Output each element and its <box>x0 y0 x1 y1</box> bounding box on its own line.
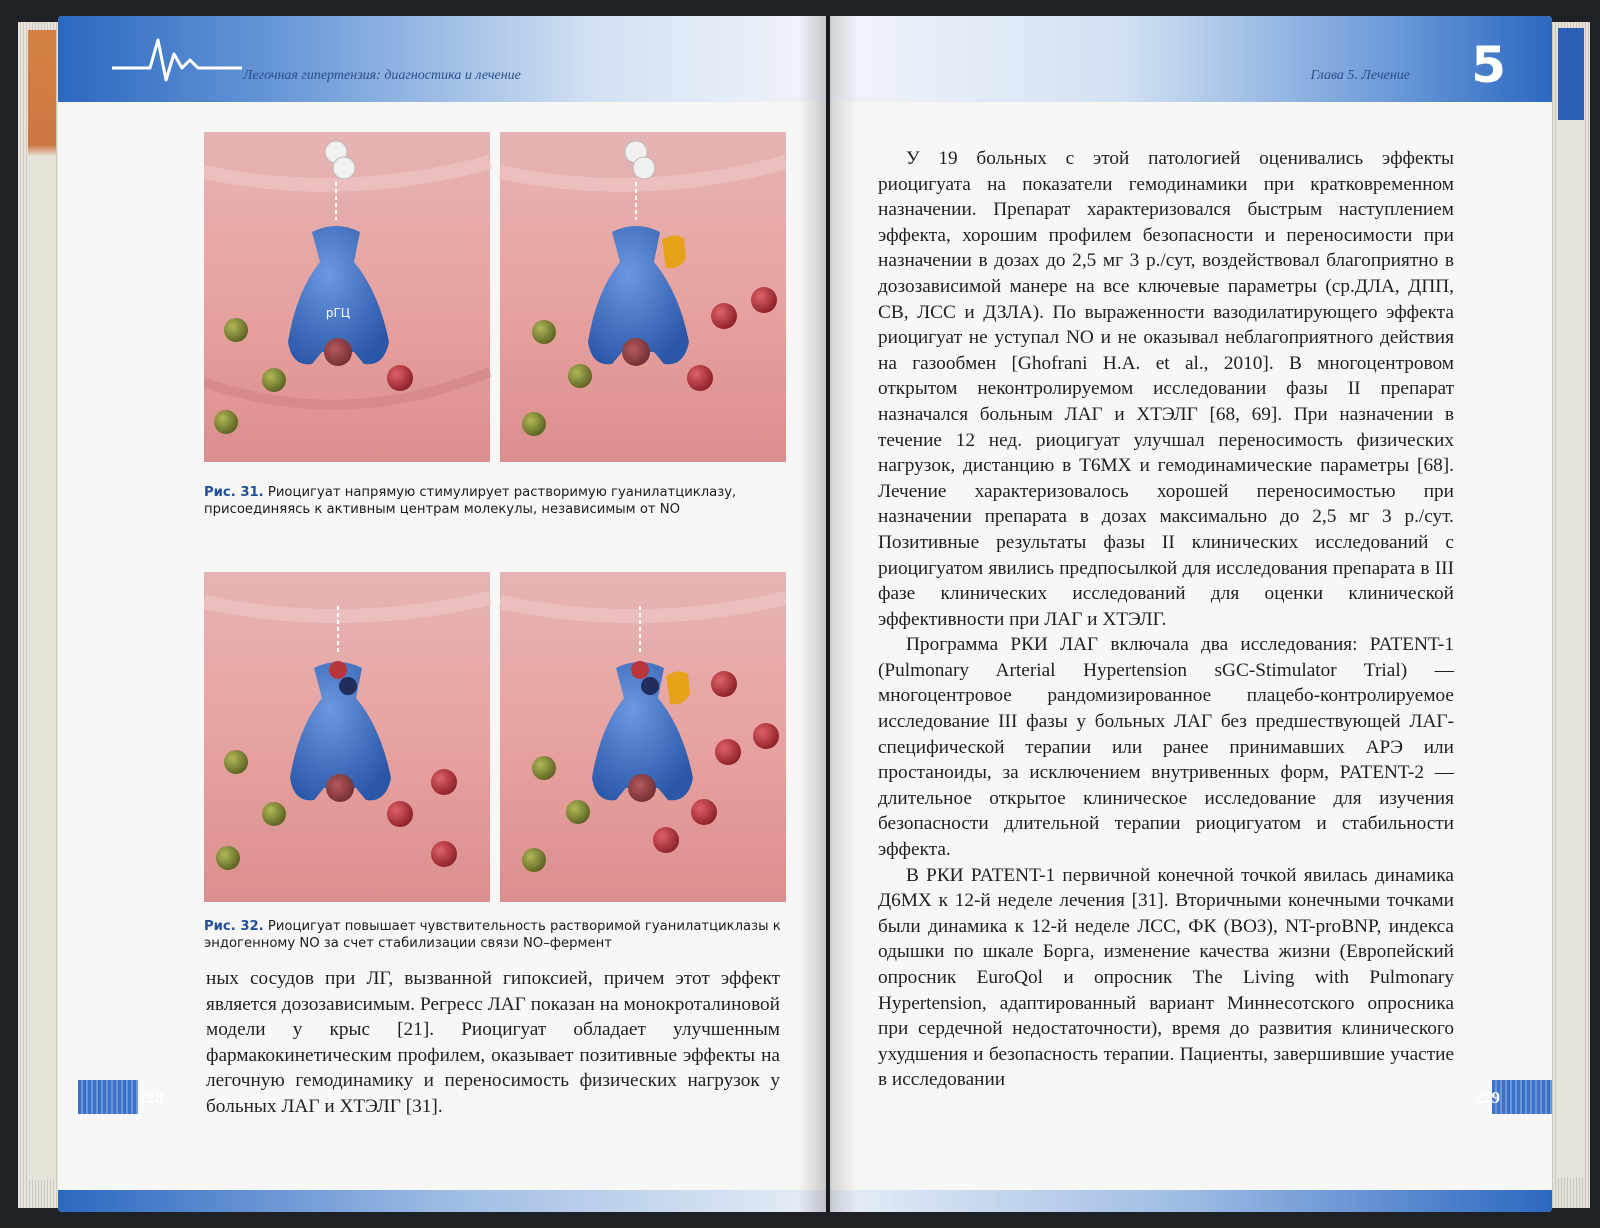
left-page <box>58 16 826 1212</box>
paragraph: ных сосудов при ЛГ, вызванной гипоксией, причем этот эффект является дозозависимым. Регресс ЛАГ показан на монокроталиновой модели у крыс [21]. Риоцигуат обладает улучшенным фармакокинетическим профилем, оказывает позитивные эффекты на легочную гемодинамику и переносимость физических нагрузок у больных ЛАГ и ХТЭЛГ [31]. <box>206 968 780 1117</box>
panel-a <box>204 132 490 462</box>
left-body-text <box>206 966 780 1120</box>
open-book <box>18 8 1590 1220</box>
caption-text: Риоцигуат повышает чувствительность растворимой гуанилатциклазы к эндогенному NO за счет стабилизации связи NO–фермент <box>204 919 781 951</box>
page-stack-left-tabs <box>28 30 56 1180</box>
paragraph: Программа РКИ ЛАГ включала два исследования: PATENT-1 (Pulmonary Arterial Hypertension sGC-Stimulator Trial) — многоцентровое рандомизированное плацебо-контролируемое исследование III фазы у больных ЛАГ без предшествующей ЛАГ-специфической терапии или ранее принимавших АРЭ или простаноиды, за исключением внутривенных форм, PATENT-2 — длительное открытое клиническое исследование для изучения безопасности длительной терапии риоцигуатом и стабильности эффекта. <box>878 634 1454 861</box>
caption-label: Рис. 32. <box>204 919 264 934</box>
right-body-text <box>878 146 1454 1093</box>
sgc-label: рГЦ <box>325 306 351 320</box>
footer-band <box>58 1190 826 1212</box>
chapter-number: 5 <box>1471 36 1506 94</box>
figure-32-caption <box>204 918 784 952</box>
running-head: Глава 5. Лечение <box>1310 68 1410 83</box>
page-number-bar <box>1492 1080 1552 1114</box>
running-head: Легочная гипертензия: диагностика и лечение <box>243 68 521 83</box>
right-page <box>830 16 1552 1212</box>
header-band <box>830 16 1552 102</box>
footer-band <box>830 1190 1552 1212</box>
caption-text: Риоцигуат напрямую стимулирует растворимую гуанилатциклазу, присоединяясь к активным центрам молекулы, независимым от NO <box>204 485 737 517</box>
figure-32 <box>204 572 786 902</box>
page-number: 229 <box>1474 1088 1500 1107</box>
page-number: 228 <box>138 1088 164 1107</box>
heartbeat-logo-icon <box>112 28 242 88</box>
paragraph: В РКИ PATENT-1 первичной конечной точкой явилась динамика Д6МХ к 12-й неделе лечения [31]. Вторичными конечными точками были динамика к 12-й неделе ЛСС, ФК (ВОЗ), NT-proBNP, индекса одышки по шкале Борга, изменение качества жизни (Европейский опросник EuroQol и опросник The Living with Pulmonary Hypertension, адаптированный вариант Миннесотского опросника при сердечной недостаточности), время до развития клинического ухудшения и безопасность терапии. Пациенты, завершившие участие в исследовании <box>878 864 1454 1091</box>
panel-c <box>204 572 490 902</box>
page-stack-right-tabs <box>1558 28 1584 1178</box>
figure-31 <box>204 132 786 462</box>
page-number-bar <box>78 1080 138 1114</box>
figure-31-caption <box>204 484 784 518</box>
panel-b <box>500 132 786 462</box>
caption-label: Рис. 31. <box>204 485 264 500</box>
panel-d <box>500 572 786 902</box>
paragraph: У 19 больных с этой патологией оценивались эффекты риоцигуата на показатели гемодинамики при кратковременном назначении. Препарат характеризовался быстрым наступлением эффекта, хорошим профилем безопасности и переносимости при назначении в дозах до 2,5 мг 3 р./сут, воздействовал благоприятно в дозозависимой манере на все ключевые параметры (ср.ДЛА, ДПП, СВ, ЛСС и ДЗЛА). По выраженности вазодилатирующего эффекта риоцигуат не уступал NO и не оказывал неблагоприятного действия на газообмен [Ghofrani H.A. et al., 2010]. В многоцентровом открытом неконтролируемом исследовании фазы II препарат назначался больным ЛАГ и ХТЭЛГ [68, 69]. При назначении в течение 12 нед. риоцигуат улучшал переносимость физических нагрузок, дистанцию в Т6МХ и гемодинамические параметры [68]. Лечение характеризовалось хорошей переносимостью при назначении препарата в дозах максимально до 2,5 мг 3 р./сут. Позитивные результаты фазы II клинических исследований с риоцигуатом явились предпосылкой для исследования препарата в III фазе клинических исследований для оценки клинической эффективности при ЛАГ и ХТЭЛГ. <box>878 148 1454 630</box>
